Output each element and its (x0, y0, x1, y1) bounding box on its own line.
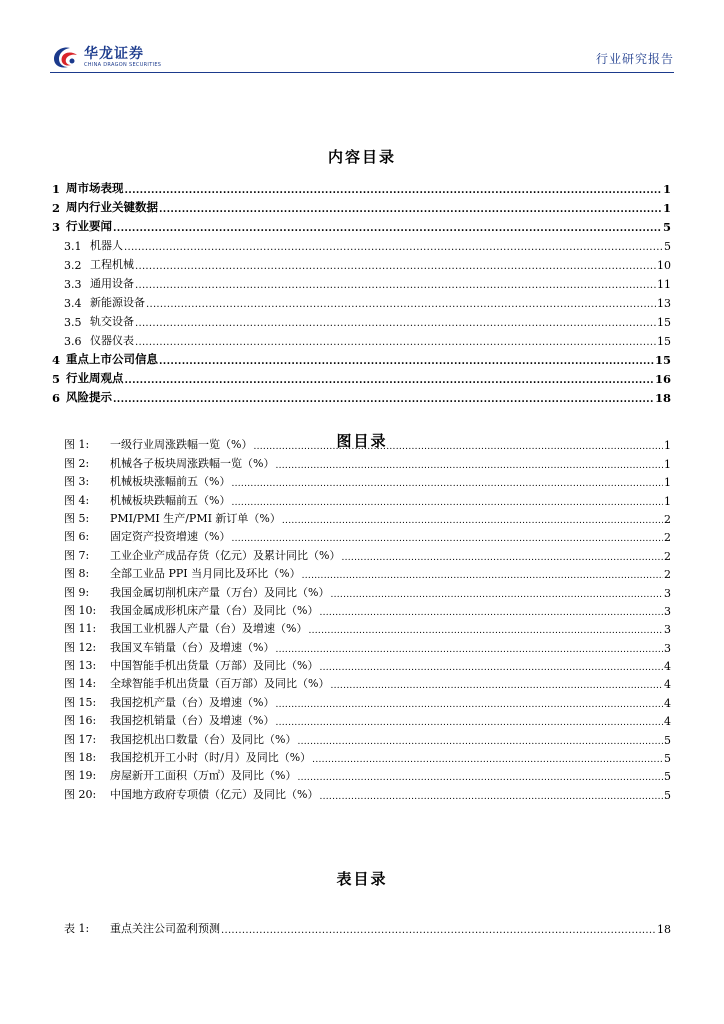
logo-chinese-name: 华龙证券 (84, 45, 144, 62)
entry-page-number: 4 (664, 696, 671, 710)
entry-title: 行业周观点 (66, 371, 124, 385)
contents-entry[interactable] (52, 272, 671, 291)
entry-title: 机械板块跌幅前五（%） (110, 493, 231, 507)
dot-leader (253, 440, 663, 452)
entry-page-number: 4 (664, 715, 671, 729)
tables-title: 表目录 (336, 870, 388, 888)
report-type-label: 行业研究报告 (595, 52, 674, 66)
entry-number: 图 18: (64, 751, 97, 765)
dot-leader (297, 771, 663, 783)
entry-title: 工业企业产成品存货（亿元）及累计同比（%） (110, 548, 341, 562)
figures-entry[interactable] (52, 452, 671, 470)
entry-number: 图 17: (64, 732, 97, 746)
entry-page-number: 15 (657, 335, 671, 348)
entry-number: 图 1: (64, 438, 90, 452)
entry-title: 行业要闻 (66, 219, 112, 233)
tables-entry[interactable] (52, 917, 671, 936)
entry-number: 图 15: (64, 695, 97, 709)
entry-page-number: 18 (654, 391, 671, 405)
entry-title: 机械各子板块周涨跌幅一览（%） (110, 456, 275, 470)
entry-page-number: 2 (664, 512, 671, 526)
dot-leader (319, 790, 663, 802)
figures-entry[interactable] (52, 747, 671, 765)
dot-leader (319, 661, 663, 673)
entry-page-number: 5 (664, 788, 671, 802)
figures-entry[interactable] (52, 673, 671, 691)
dot-leader (159, 203, 662, 215)
figures-entry[interactable] (52, 691, 671, 709)
entry-title: 中国智能手机出货量（万部）及同比（%） (110, 659, 319, 673)
entry-page-number: 1 (664, 494, 671, 508)
entry-number: 图 13: (64, 659, 97, 673)
contents-entry[interactable] (52, 348, 671, 367)
contents-title: 内容目录 (327, 148, 396, 166)
dot-leader (125, 184, 662, 196)
contents-entry[interactable] (52, 329, 671, 348)
entry-number: 4 (52, 353, 61, 367)
dot-leader (124, 241, 663, 253)
entry-number: 表 1: (64, 922, 90, 935)
contents-list (52, 177, 671, 405)
figures-entry[interactable] (52, 618, 671, 636)
figures-entry[interactable] (52, 655, 671, 673)
entry-page-number: 4 (664, 660, 671, 674)
entry-title: 通用设备 (90, 277, 134, 290)
entry-number: 3.5 (64, 316, 82, 329)
contents-entry[interactable] (52, 367, 671, 386)
logo-english-name: CHINA DRAGON SECURITIES (84, 61, 162, 68)
entry-page-number: 5 (664, 733, 671, 747)
tables-list (52, 917, 671, 936)
entry-page-number: 1 (664, 457, 671, 471)
header-divider (50, 72, 674, 73)
dot-leader (275, 643, 663, 655)
entry-number: 图 4: (64, 493, 90, 507)
entry-title: 我国挖机销量（台）及增速（%） (110, 714, 275, 728)
entry-number: 3 (52, 220, 61, 234)
entry-number: 图 3: (64, 475, 90, 489)
entry-page-number: 11 (657, 278, 671, 291)
entry-number: 6 (52, 391, 61, 405)
contents-entry[interactable] (52, 234, 671, 253)
entry-number: 图 5: (64, 511, 90, 525)
company-logo (50, 42, 161, 72)
page-header (50, 42, 674, 76)
figures-entry[interactable] (52, 563, 671, 581)
entry-page-number: 3 (664, 623, 671, 637)
entry-title: 我国挖机出口数量（台）及同比（%） (110, 732, 297, 746)
entry-page-number: 2 (664, 549, 671, 563)
figures-title: 图目录 (336, 432, 388, 450)
dot-leader (135, 317, 656, 329)
figures-entry[interactable] (52, 710, 671, 728)
entry-number: 图 2: (64, 456, 90, 470)
dot-leader (113, 222, 662, 234)
entry-number: 图 6: (64, 530, 90, 544)
dot-leader (125, 374, 654, 386)
dot-leader (308, 624, 663, 636)
contents-entry[interactable] (52, 310, 671, 329)
dot-leader (231, 496, 663, 508)
entry-page-number: 1 (662, 201, 671, 215)
dot-leader (330, 588, 663, 600)
contents-entry[interactable] (52, 196, 671, 215)
entry-page-number: 18 (657, 923, 671, 936)
entry-number: 图 19: (64, 769, 97, 783)
contents-entry[interactable] (52, 215, 671, 234)
figures-entry[interactable] (52, 489, 671, 507)
dragon-logo-icon (50, 43, 80, 71)
entry-page-number: 1 (664, 439, 671, 453)
entry-title: 重点上市公司信息 (66, 352, 158, 366)
entry-title: 我国挖机产量（台）及增速（%） (110, 695, 275, 709)
dot-leader (297, 735, 663, 747)
entry-page-number: 3 (664, 604, 671, 618)
entry-page-number: 4 (664, 678, 671, 692)
entry-page-number: 2 (664, 568, 671, 582)
entry-page-number: 5 (664, 752, 671, 766)
dot-leader (135, 260, 656, 272)
entry-title: 我国金属切削机床产量（万台）及同比（%） (110, 585, 330, 599)
entry-title: 房屋新开工面积（万㎡）及同比（%） (110, 769, 297, 783)
entry-title: 轨交设备 (90, 315, 134, 328)
dot-leader (221, 924, 656, 936)
dot-leader (319, 606, 663, 618)
entry-number: 图 9: (64, 585, 90, 599)
dot-leader (135, 336, 656, 348)
figures-entry[interactable] (52, 636, 671, 654)
entry-title: 机器人 (90, 239, 123, 252)
entry-page-number: 3 (664, 641, 671, 655)
contents-entry[interactable] (52, 253, 671, 272)
entry-page-number: 5 (664, 240, 671, 253)
figures-list (52, 434, 671, 802)
entry-number: 3.6 (64, 335, 82, 348)
entry-number: 图 7: (64, 548, 90, 562)
figures-entry[interactable] (52, 728, 671, 746)
entry-number: 3.2 (64, 259, 82, 272)
entry-title: 我国工业机器人产量（台）及增速（%） (110, 622, 308, 636)
entry-number: 图 12: (64, 640, 97, 654)
entry-number: 图 10: (64, 603, 97, 617)
entry-title: 周市场表现 (66, 181, 124, 195)
dot-leader (231, 477, 663, 489)
figures-entry[interactable] (52, 783, 671, 801)
dot-leader (282, 514, 663, 526)
dot-leader (135, 279, 656, 291)
entry-number: 2 (52, 201, 61, 215)
entry-title: 机械板块涨幅前五（%） (110, 475, 231, 489)
entry-title: 风险提示 (66, 390, 112, 404)
entry-title: 周内行业关键数据 (66, 200, 158, 214)
figures-entry[interactable] (52, 434, 671, 452)
entry-page-number: 15 (657, 316, 671, 329)
entry-title: 仪器仪表 (90, 334, 134, 347)
dot-leader (330, 679, 663, 691)
entry-title: 工程机械 (90, 258, 134, 271)
entry-title: 固定资产投资增速（%） (110, 530, 231, 544)
figures-entry[interactable] (52, 765, 671, 783)
contents-entry[interactable] (52, 291, 671, 310)
entry-number: 图 14: (64, 677, 97, 691)
figures-entry[interactable] (52, 508, 671, 526)
dot-leader (302, 569, 663, 581)
entry-title: 全球智能手机出货量（百万部）及同比（%） (110, 677, 330, 691)
entry-page-number: 13 (657, 297, 671, 310)
dot-leader (113, 393, 654, 405)
dot-leader (231, 532, 663, 544)
entry-number: 3.1 (64, 240, 82, 253)
entry-title: 我国叉车销量（台）及增速（%） (110, 640, 275, 654)
entry-title: PMI/PMI 生产/PMI 新订单（%） (110, 511, 281, 525)
dot-leader (159, 355, 654, 367)
entry-number: 3.3 (64, 278, 82, 291)
dot-leader (341, 551, 663, 563)
entry-title: 我国挖机开工小时（时/月）及同比（%） (110, 751, 312, 765)
dot-leader (146, 298, 656, 310)
entry-page-number: 16 (654, 372, 671, 386)
figures-entry[interactable] (52, 600, 671, 618)
entry-number: 图 11: (64, 622, 97, 636)
entry-title: 中国地方政府专项债（亿元）及同比（%） (110, 787, 319, 801)
entry-title: 一级行业周涨跌幅一览（%） (110, 438, 253, 452)
entry-page-number: 1 (664, 476, 671, 490)
dot-leader (312, 753, 663, 765)
entry-page-number: 10 (657, 259, 671, 272)
entry-page-number: 5 (664, 770, 671, 784)
entry-number: 5 (52, 372, 61, 386)
entry-title: 我国金属成形机床产量（台）及同比（%） (110, 603, 319, 617)
entry-title: 新能源设备 (90, 296, 145, 309)
figures-entry[interactable] (52, 526, 671, 544)
figures-entry[interactable] (52, 544, 671, 562)
entry-page-number: 2 (664, 531, 671, 545)
entry-number: 3.4 (64, 297, 82, 310)
entry-title: 重点关注公司盈利预测 (110, 922, 220, 935)
dot-leader (275, 698, 663, 710)
entry-page-number: 5 (662, 220, 671, 234)
figures-entry[interactable] (52, 581, 671, 599)
contents-entry[interactable] (52, 177, 671, 196)
entry-number: 1 (52, 182, 61, 196)
entry-page-number: 3 (664, 586, 671, 600)
entry-page-number: 15 (654, 353, 671, 367)
entry-number: 图 20: (64, 787, 97, 801)
dot-leader (275, 459, 663, 471)
entry-title: 全部工业品 PPI 当月同比及环比（%） (110, 567, 301, 581)
figures-entry[interactable] (52, 471, 671, 489)
contents-entry[interactable] (52, 386, 671, 405)
entry-number: 图 8: (64, 567, 90, 581)
entry-number: 图 16: (64, 714, 97, 728)
entry-page-number: 1 (662, 182, 671, 196)
dot-leader (275, 716, 663, 728)
